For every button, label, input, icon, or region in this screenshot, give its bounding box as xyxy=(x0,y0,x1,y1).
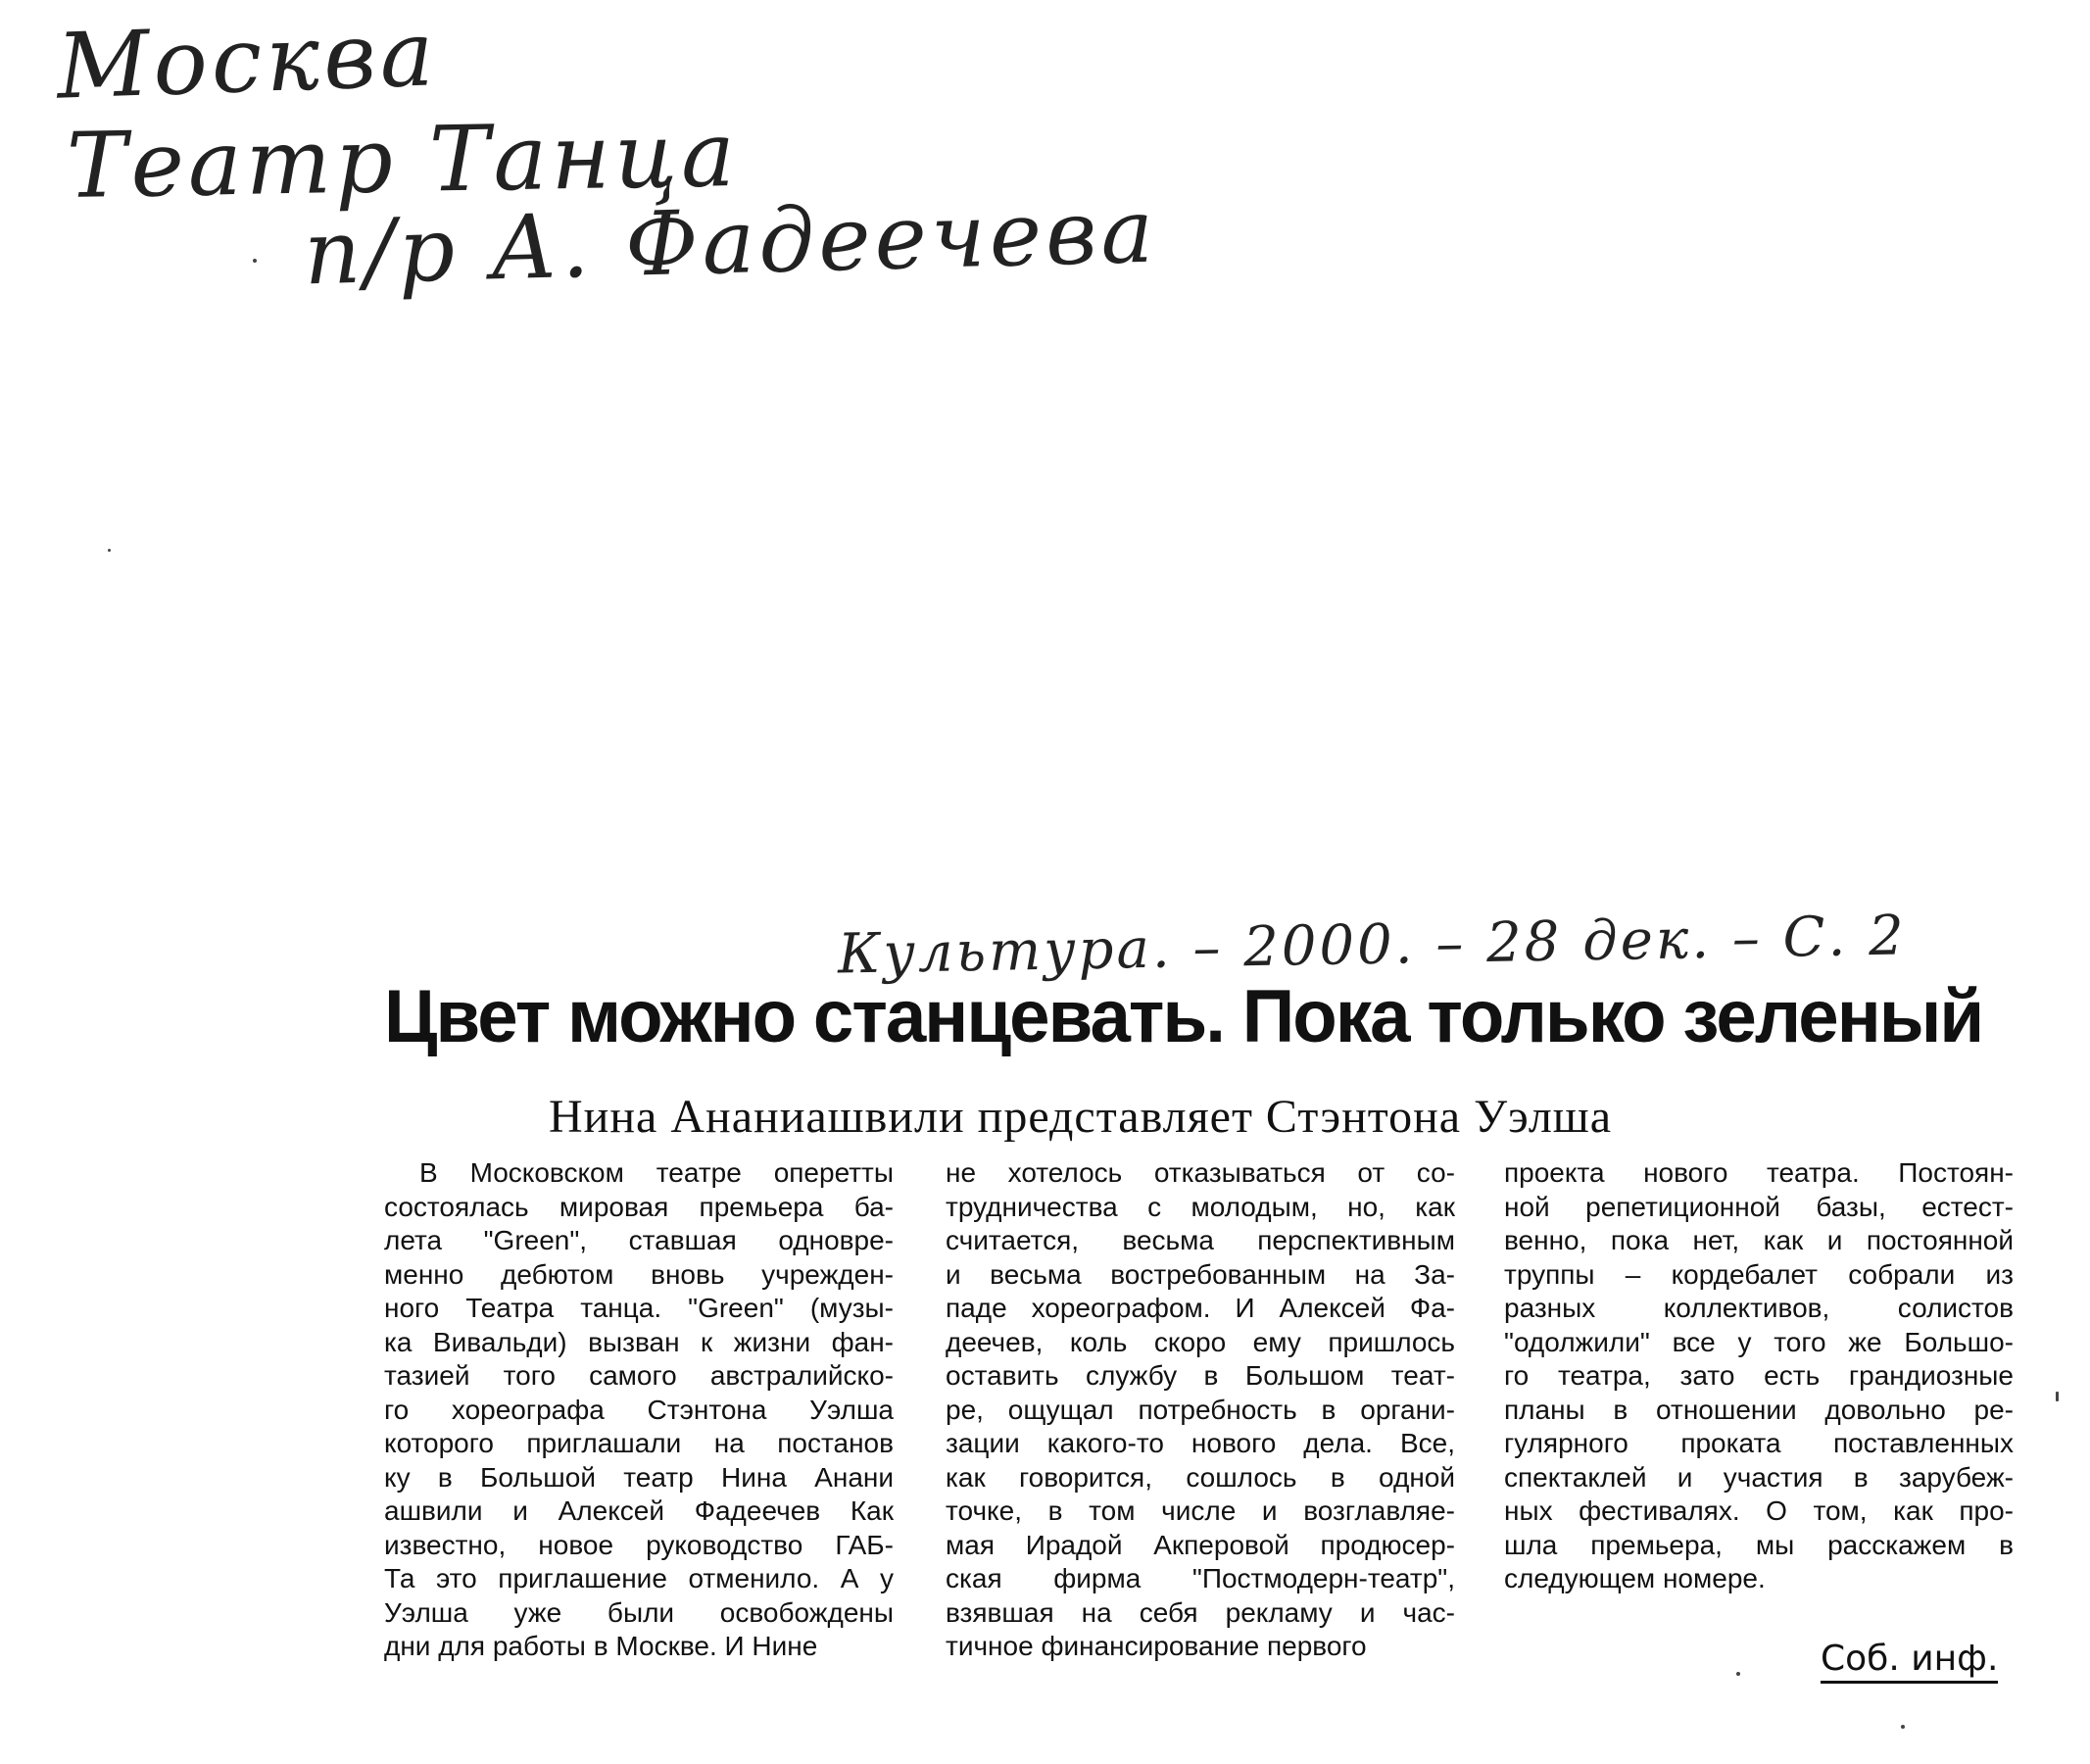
article-text-line: го хореографа Стэнтона Уэлша xyxy=(384,1394,894,1425)
article-text-line: не хотелось отказываться от со- xyxy=(946,1157,1455,1188)
article-text-line: тазией того самого австралийско- xyxy=(384,1360,894,1391)
scan-speck xyxy=(253,259,257,263)
article-text-line: состоялась мировая премьера ба- xyxy=(384,1191,894,1222)
article-column-3 xyxy=(1504,1156,2014,1596)
article-text-line: ного Театра танца. "Green" (музы- xyxy=(384,1293,894,1323)
article-text-line: зации какого-то нового дела. Все, xyxy=(946,1428,1455,1458)
article-text-line: спектаклей и участия в зарубеж- xyxy=(1504,1461,2014,1493)
article-column-2 xyxy=(946,1156,1455,1664)
article-subheadline: Нина Ананиашвили представляет Стэнтона Уэлша xyxy=(549,1091,1613,1143)
article-text-line: ашвили и Алексей Фадеечев Как xyxy=(384,1495,894,1526)
article-text-line: труппы – кордебалет собрали из xyxy=(1504,1258,2014,1290)
article-text-line: тичное финансирование первого xyxy=(946,1631,1367,1661)
article-text-line: паде хореографом. И Алексей Фа- xyxy=(946,1293,1455,1323)
article-text-line: взявшая на себя рекламу и час- xyxy=(946,1596,1455,1628)
article-text-line: считается, весьма перспективным xyxy=(946,1225,1455,1255)
article-text-line: оставить службу в Большом теат- xyxy=(946,1360,1455,1391)
article-text-line: проекта нового театра. Постоян- xyxy=(1504,1157,2014,1188)
scan-speck xyxy=(1736,1672,1740,1676)
article-text-line: лета "Green", ставшая одновре- xyxy=(384,1225,894,1255)
handwritten-note-line-3: п/р А. Фадеечева xyxy=(302,179,1159,306)
article-column-1 xyxy=(384,1156,894,1664)
article-text-line: как говорится, сошлось в одной xyxy=(946,1461,1455,1493)
article-text-line: точке, в том числе и возглавляе- xyxy=(946,1495,1455,1526)
article-text-line: планы в отношении довольно ре- xyxy=(1504,1394,2014,1425)
article-text-line: и весьма востребованным на За- xyxy=(946,1258,1455,1290)
article-text-line: трудничества с молодым, но, как xyxy=(946,1191,1455,1222)
article-text-line: Уэлша уже были освобождены xyxy=(384,1596,894,1628)
article-text-line: гулярного проката поставленных xyxy=(1504,1428,2014,1458)
article-headline: Цвет можно станцевать. Пока только зеленый xyxy=(384,975,1983,1058)
article-text-line: В Московском театре оперетты xyxy=(419,1157,894,1188)
article-text-line: го театра, зато есть грандиозные xyxy=(1504,1360,2014,1391)
article-text-line: деечев, коль скоро ему пришлось xyxy=(946,1326,1455,1357)
scan-speck xyxy=(2056,1392,2059,1401)
article-text-line: ка Вивальди) вызван к жизни фан- xyxy=(384,1326,894,1357)
article-text-line: ская фирма "Постмодерн-театр", xyxy=(946,1563,1455,1593)
scan-speck xyxy=(1901,1725,1905,1729)
scan-speck xyxy=(108,549,111,552)
article-text-line: ре, ощущал потребность в органи- xyxy=(946,1394,1455,1425)
article-text-line: "одолжили" все у того же Большо- xyxy=(1504,1326,2014,1357)
handwritten-source-note: Культура. – 2000. – 28 дек. – С. 2 xyxy=(837,904,1908,987)
article-text-line: шла премьера, мы расскажем в xyxy=(1504,1529,2014,1560)
article-text-line: венно, пока нет, как и постоянной xyxy=(1504,1225,2014,1255)
article-text-line: Та это приглашение отменило. А у xyxy=(384,1563,894,1593)
article-text-line: которого приглашали на постанов xyxy=(384,1428,894,1458)
article-text-line: ных фестивалях. О том, как про- xyxy=(1504,1495,2014,1526)
article-text-line: дни для работы в Москве. И Нине xyxy=(384,1631,818,1661)
article-text-line: ку в Большой театр Нина Анани xyxy=(384,1461,894,1493)
article-byline: Соб. инф. xyxy=(1821,1639,1998,1684)
handwritten-note-line-1: Москва xyxy=(55,1,440,120)
article-text-line: разных коллективов, солистов xyxy=(1504,1293,2014,1323)
article-text-line: следующем номере. xyxy=(1504,1563,1766,1593)
article-text-line: известно, новое руководство ГАБ- xyxy=(384,1529,894,1560)
handwritten-note-line-2: Театр Танца xyxy=(66,102,740,219)
article-text-line: мая Ирадой Акперовой продюсер- xyxy=(946,1529,1455,1560)
article-text-line: ной репетиционной базы, естест- xyxy=(1504,1191,2014,1222)
article-text-line: менно дебютом вновь учрежден- xyxy=(384,1258,894,1290)
